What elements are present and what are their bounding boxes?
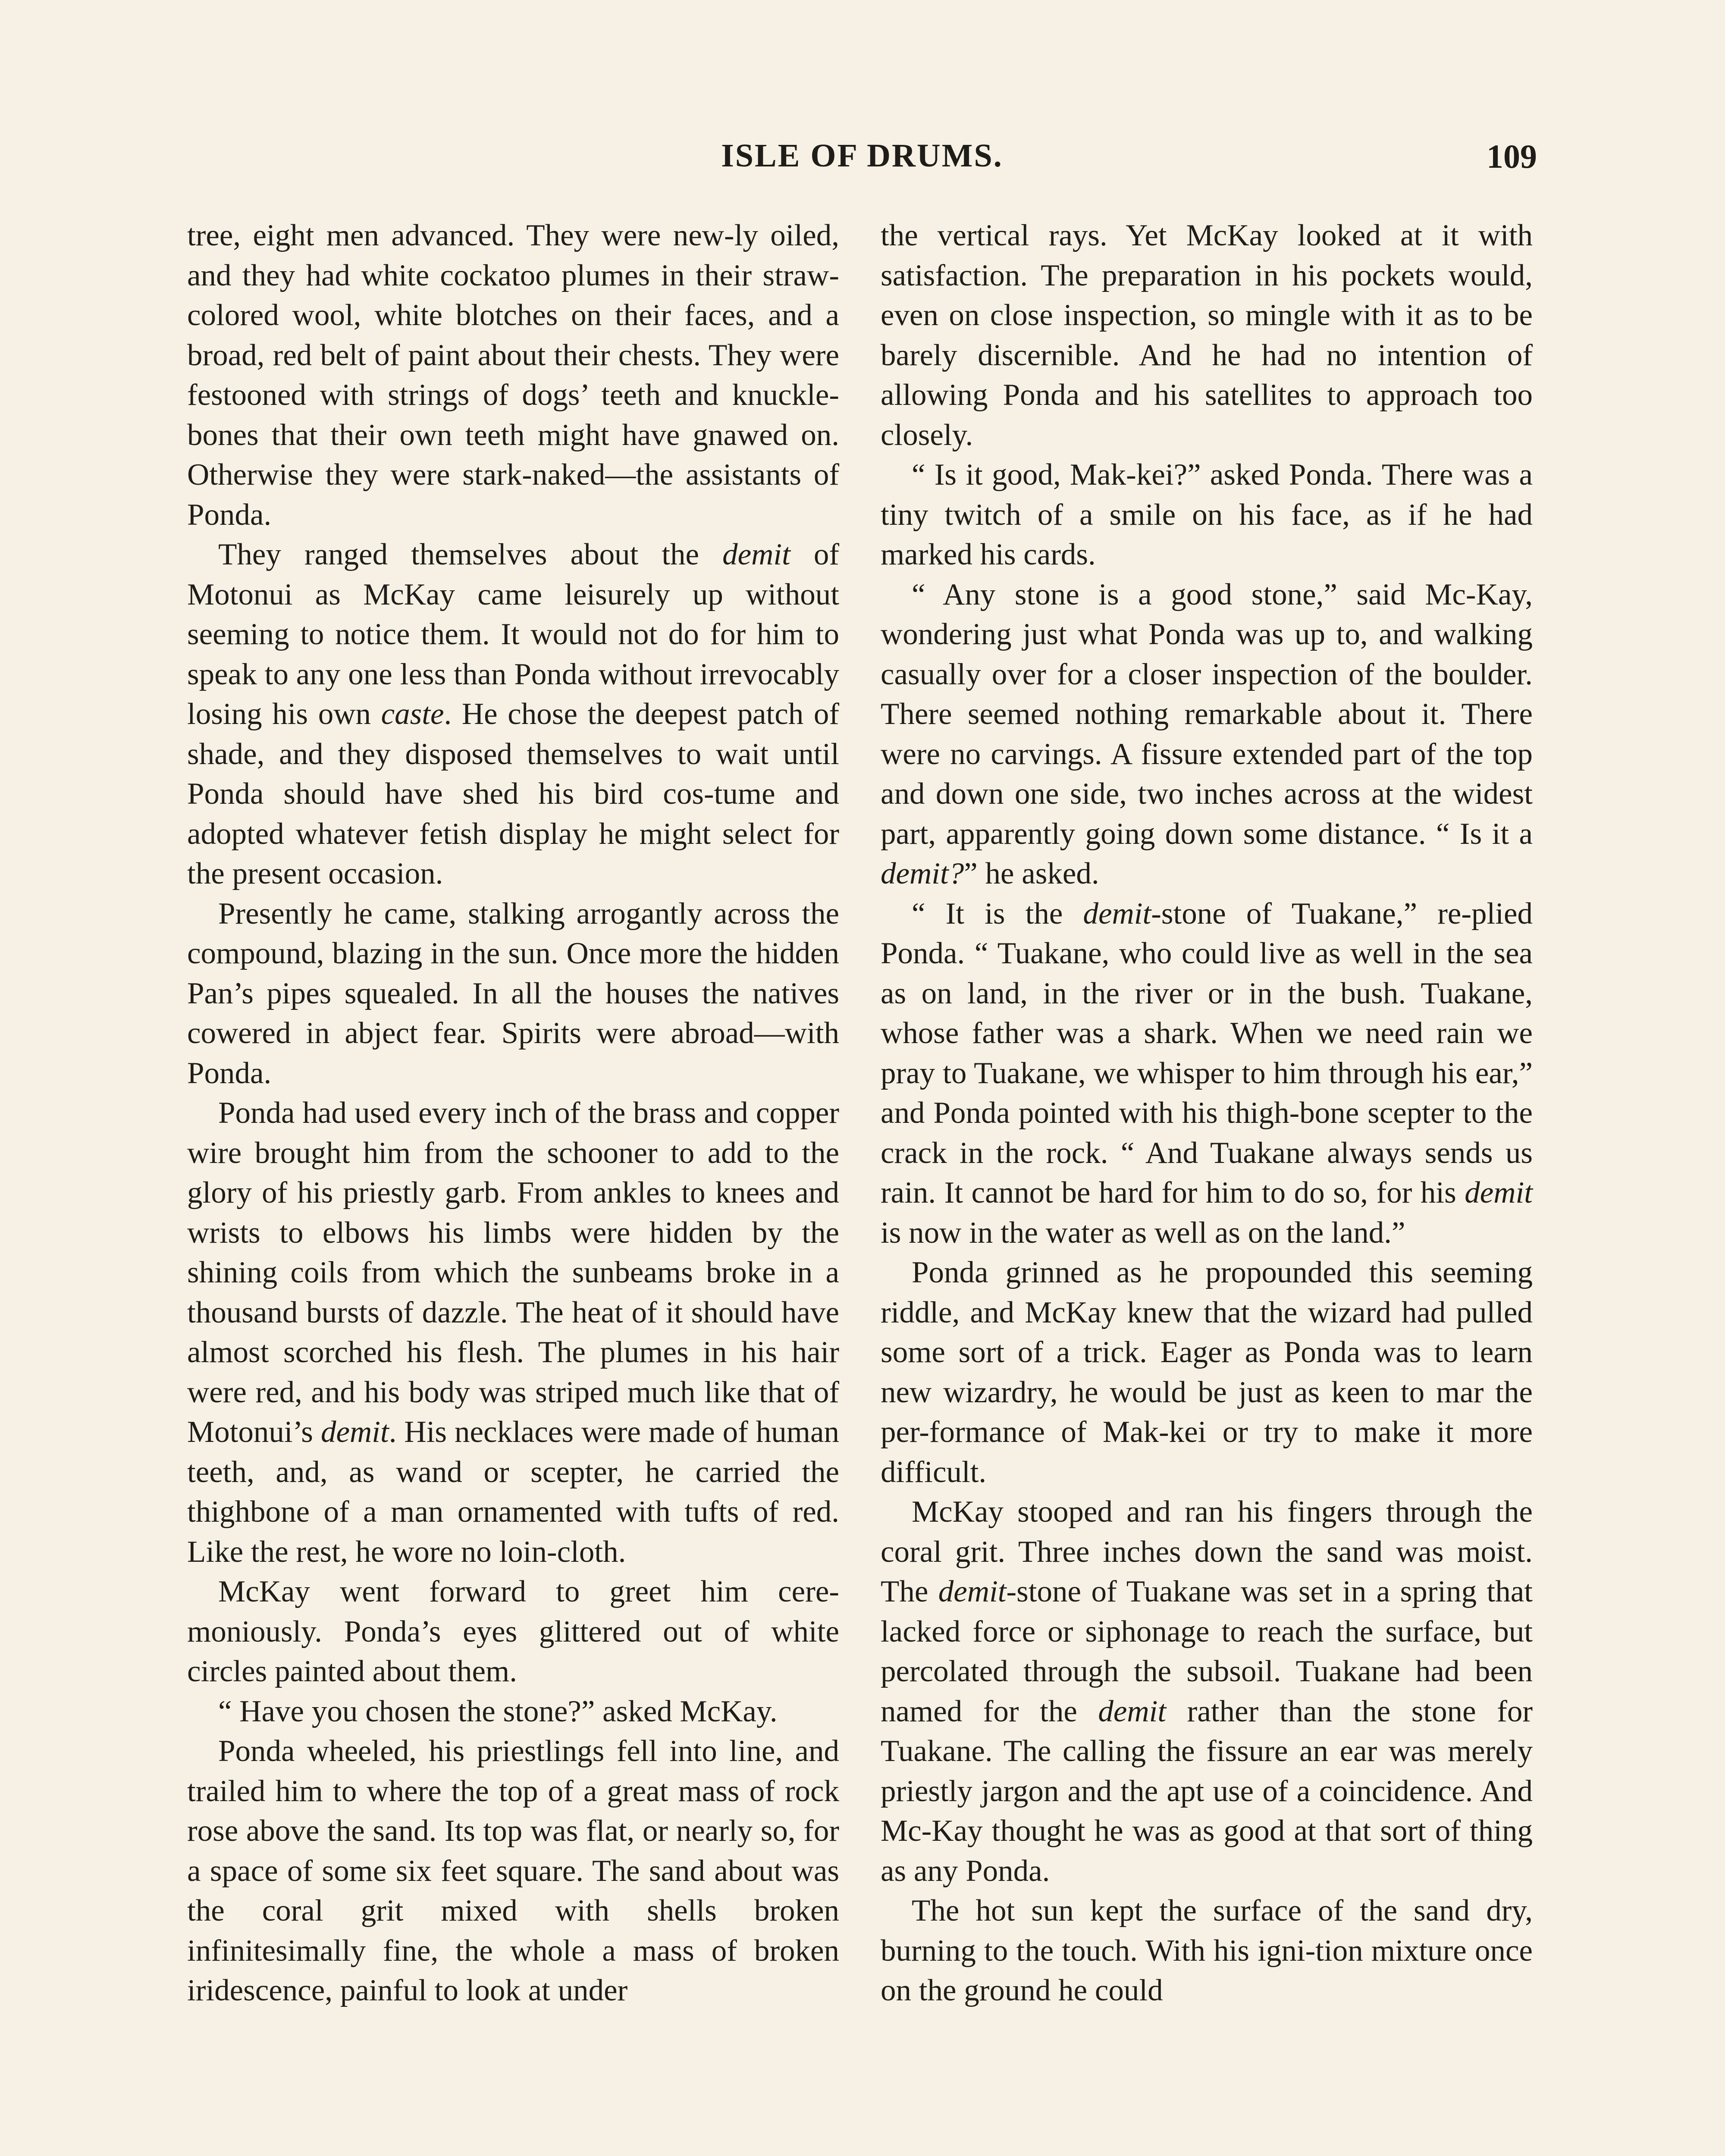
paragraph: Presently he came, stalking arrogantly across the compound, blazing in the sun. Once more the hidden Pan’s pipes squealed. In all the houses the natives cowered in abject fear. Spirits were abroad—with Ponda. [187,896,839,1090]
paragraph: The hot sun kept the surface of the sand dry, burning to the touch. With his igni-tion mixture once on the ground he could [881,1894,1533,2007]
page-header [187,137,1537,185]
running-head: ISLE OF DRUMS. [721,138,1003,174]
paragraph: “ It is the demit-stone of Tuakane,” re-plied Ponda. “ Tuakane, who could live as well in the sea as on land, in the river or in the bush. Tuakane, whose father was a shark. When we need rain we pray to Tuakane, we whisper to him through his ear,” and Ponda pointed with his thigh-bone scepter to the crack in the rock. “ And Tuakane always sends us rain. It cannot be hard for him to do so, for his demit is now in the water as well as on the land.” [881,896,1533,1250]
paragraph: McKay stooped and ran his fingers through the coral grit. Three inches down the sand was moist. The demit-stone of Tuakane was set in a spring that lacked force or siphonage to reach the surface, but percolated through the subsoil. Tuakane had been named for the demit rather than the stone for Tuakane. The calling the fissure an ear was merely priestly jargon and the apt use of a coincidence. And Mc-Kay thought he was as good at that sort of thing as any Ponda. [881,1495,1533,1888]
paragraph: Ponda wheeled, his priestlings fell into line, and trailed him to where the top of a great mass of rock rose above the sand. Its top was flat, or nearly so, for a space of some six feet square. The sand about was the coral grit mixed with shells broken infinitesimally fine, the whole a mass of broken iridescence, painful to look at under [187,1734,839,2007]
left-text-column [187,216,839,2011]
paragraph: “ Any stone is a good stone,” said Mc-Kay, wondering just what Ponda was up to, and walking casually over for a closer inspection of the boulder. There seemed nothing remarkable about it. There were no carvings. A fissure extended part of the top and down one side, two inches across at the widest part, apparently going down some distance. “ Is it a demit?” he asked. [881,577,1533,890]
paragraph: the vertical rays. Yet McKay looked at it with satisfaction. The preparation in his pockets would, even on close inspection, so mingle with it as to be barely discernible. And he had no intention of allowing Ponda and his satellites to approach too closely. [881,219,1533,452]
paragraph: “ Is it good, Mak-kei?” asked Ponda. There was a tiny twitch of a smile on his face, as if he had marked his cards. [881,458,1533,571]
right-text-column [881,216,1533,2011]
paragraph: Ponda grinned as he propounded this seeming riddle, and McKay knew that the wizard had pulled some sort of a trick. Eager as Ponda was to learn new wizardry, he would be just as keen to mar the per-formance of Mak-kei or try to make it more difficult. [881,1256,1533,1489]
paragraph: tree, eight men advanced. They were new-ly oiled, and they had white cockatoo plumes in their straw-colored wool, white blotches on their faces, and a broad, red belt of paint about their chests. They were festooned with strings of dogs’ teeth and knuckle-bones that their own teeth might have gnawed on. Otherwise they were stark-naked—the assistants of Ponda. [187,219,839,532]
paragraph: “ Have you chosen the stone?” asked McKay. [218,1694,778,1728]
paragraph: They ranged themselves about the demit of Motonui as McKay came leisurely up without seeming to notice them. It would not do for him to speak to any one less than Ponda without irrevocably losing his own caste. He chose the deepest patch of shade, and they disposed themselves to wait until Ponda should have shed his bird cos-tume and adopted whatever fetish display he might select for the present occasion. [187,538,839,890]
paragraph: Ponda had used every inch of the brass and copper wire brought him from the schooner to add to the glory of his priestly garb. From ankles to knees and wrists to elbows his limbs were hidden by the shining coils from which the sunbeams broke in a thousand bursts of dazzle. The heat of it should have almost scorched his flesh. The plumes in his hair were red, and his body was striped much like that of Motonui’s demit. His necklaces were made of human teeth, and, as wand or scepter, he carried the thighbone of a man ornamented with tufts of red. Like the rest, he wore no loin-cloth. [187,1096,839,1569]
paragraph: McKay went forward to greet him cere-moniously. Ponda’s eyes glittered out of white circles painted about them. [187,1575,839,1688]
page-number: 109 [1487,138,1537,175]
